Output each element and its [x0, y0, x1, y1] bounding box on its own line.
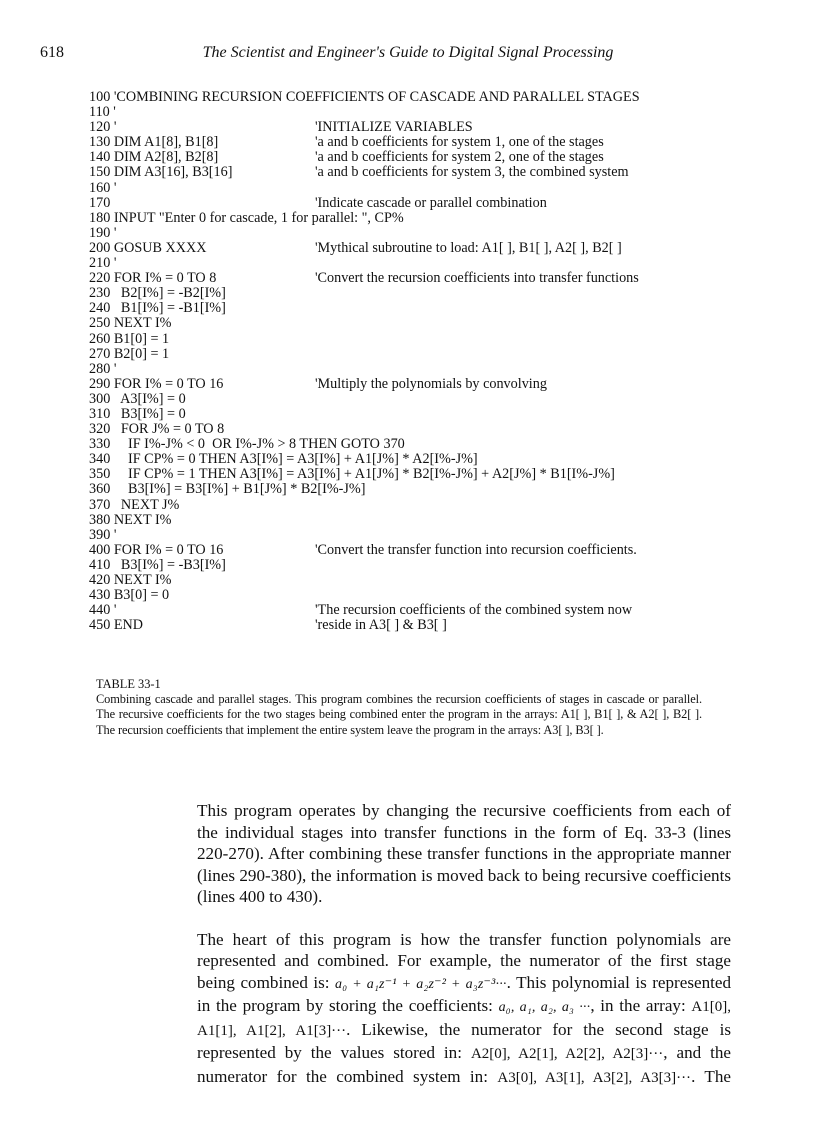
program-line: [89, 226, 749, 241]
program-listing: [89, 90, 749, 633]
program-line: [89, 150, 749, 165]
program-code: 310 B3[I%] = 0: [89, 405, 186, 422]
program-line: [89, 241, 749, 256]
program-code: 140 DIM A2[8], B2[8]: [89, 149, 219, 166]
program-comment: 'a and b coefficients for system 3, the combined system: [315, 164, 629, 181]
program-line: [89, 316, 749, 331]
program-line: [89, 407, 749, 422]
program-code: 130 DIM A1[8], B1[8]: [89, 134, 219, 151]
program-code: 370 NEXT J%: [89, 496, 180, 513]
program-comment: 'reside in A3[ ] & B3[ ]: [315, 617, 447, 634]
program-line: [89, 105, 749, 120]
program-line: [89, 482, 749, 497]
program-line: [89, 618, 749, 633]
program-comment: 'a and b coefficients for system 2, one of the stages: [315, 149, 604, 166]
p2-end: . The: [691, 1066, 731, 1086]
paragraph-2: [197, 929, 731, 1090]
program-line: [89, 347, 749, 362]
program-line: [89, 513, 749, 528]
paragraph-1: This program operates by changing the recursive coefficients from each of the individual stages into transfer functions in the form of Eq. 33-3 (lines 220-270). After combining these transfer functions in the appropriate manner (lines 290-380), the information is moved back to being recursive coefficients (lines 400 to 430).: [197, 801, 731, 906]
p2-likewise: . Likewise, the numerator for the second stage is represented by the values stored in:: [197, 1019, 731, 1062]
numerator-polynomial: a₀ + a₁z⁻¹ + a₂z⁻² + a₃z⁻³···: [335, 976, 507, 992]
program-line: [89, 437, 749, 452]
program-code: 380 NEXT I%: [89, 511, 172, 528]
program-code: 180 INPUT "Enter 0 for cascade, 1 for parallel: ", CP%: [89, 209, 404, 226]
program-code: 390 ': [89, 526, 117, 543]
program-code: 400 FOR I% = 0 TO 16: [89, 541, 224, 558]
program-line: [89, 543, 749, 558]
program-code: 360 B3[I%] = B3[I%] + B1[J%] * B2[I%-J%]: [89, 481, 366, 498]
program-code: 230 B2[I%] = -B2[I%]: [89, 285, 226, 302]
program-comment: 'Multiply the polynomials by convolving: [315, 375, 547, 392]
program-line: [89, 377, 749, 392]
program-line: [89, 196, 749, 211]
program-code: 100 'COMBINING RECURSION COEFFICIENTS OF CASCADE AND PARALLEL STAGES: [89, 89, 640, 105]
program-code: 260 B1[0] = 1: [89, 330, 170, 347]
program-line: [89, 558, 749, 573]
program-comment: 'Mythical subroutine to load: A1[ ], B1[ ], A2[ ], B2[ ]: [315, 239, 622, 256]
page-header: [40, 44, 776, 64]
program-code: 440 ': [89, 602, 117, 619]
program-code: 220 FOR I% = 0 TO 8: [89, 270, 217, 287]
program-code: 240 B1[I%] = -B1[I%]: [89, 300, 226, 317]
program-line: [89, 392, 749, 407]
table-caption: [96, 677, 702, 738]
program-line: [89, 467, 749, 482]
array-a1: A1[0], A1[1], A1[2], A1[3]···: [197, 999, 731, 1039]
program-line: [89, 286, 749, 301]
program-line: [89, 301, 749, 316]
program-code: 420 NEXT I%: [89, 572, 172, 588]
program-line: [89, 452, 749, 467]
program-code: 200 GOSUB XXXX: [89, 239, 207, 256]
program-line: [89, 256, 749, 271]
program-comment: 'a and b coefficients for system 1, one of the stages: [315, 134, 604, 151]
book-title: The Scientist and Engineer's Guide to Digital Signal Processing: [202, 44, 614, 61]
program-line: [89, 165, 749, 180]
program-comment: 'Convert the transfer function into recursion coefficients.: [315, 541, 637, 558]
caption-label: TABLE 33-1: [96, 677, 161, 691]
program-code: 430 B3[0] = 0: [89, 587, 170, 604]
p2-intro: The heart of this program is how the transfer function polynomials are represented and combined. For example, the numerator of the first stage being combined is:: [197, 929, 731, 992]
program-line: [89, 362, 749, 377]
program-line: [89, 528, 749, 543]
array-a3: A3[0], A3[1], A3[2], A3[3]···: [497, 1069, 692, 1086]
program-code: 170: [89, 194, 111, 211]
program-code: 250 NEXT I%: [89, 315, 172, 332]
program-line: [89, 422, 749, 437]
program-code: 120 ': [89, 119, 117, 136]
program-line: [89, 573, 749, 588]
program-code: 150 DIM A3[16], B3[16]: [89, 164, 233, 181]
program-comment: 'Indicate cascade or parallel combination: [315, 194, 547, 211]
body-text: [197, 800, 731, 1089]
program-code: 160 ': [89, 179, 117, 196]
program-line: [89, 603, 749, 618]
program-code: 350 IF CP% = 1 THEN A3[I%] = A3[I%] + A1[J%] * B2[I%-J%] + A2[J%] * B1[I%-J%]: [89, 466, 615, 483]
program-comment: 'Convert the recursion coefficients into transfer functions: [315, 270, 639, 287]
program-code: 290 FOR I% = 0 TO 16: [89, 375, 224, 392]
program-code: 410 B3[I%] = -B3[I%]: [89, 556, 226, 573]
program-code: 340 IF CP% = 0 THEN A3[I%] = A3[I%] + A1[J%] * A2[I%-J%]: [89, 451, 478, 468]
caption-text: Combining cascade and parallel stages. This program combines the recursion coefficients of stages in cascade or parallel. The recursive coefficients for the two stages being combined enter the program in the arrays: A1[ ], B1[ ], & A2[ ], B2[ ]. The recursion coefficients that implement the entire system leave the program in the arrays: A3[ ], B3[ ].: [96, 692, 702, 737]
program-line: [89, 120, 749, 135]
page-number: 618: [40, 44, 64, 61]
program-line: [89, 588, 749, 603]
program-code: 450 END: [89, 617, 143, 634]
program-code: 270 B2[0] = 1: [89, 345, 170, 362]
program-code: 190 ': [89, 224, 117, 241]
program-line: [89, 181, 749, 196]
p2-after-coeffs: , in the array:: [590, 996, 692, 1015]
p2-mid: . This polynomial is represented in the program by storing the coefficients:: [197, 972, 731, 1015]
program-code: 210 ': [89, 255, 117, 272]
program-comment: 'The recursion coefficients of the combined system now: [315, 602, 633, 619]
program-comment: 'INITIALIZE VARIABLES: [315, 119, 473, 136]
program-line: [89, 271, 749, 286]
program-line: [89, 135, 749, 150]
program-code: 320 FOR J% = 0 TO 8: [89, 421, 225, 438]
program-line: [89, 211, 749, 226]
array-a2: A2[0], A2[1], A2[2], A2[3]···: [470, 1046, 664, 1062]
coefficient-list: a₀, a₁, a₂, a₃ ···: [498, 1000, 591, 1015]
p2-and: , and the numerator for the combined system in:: [197, 1043, 731, 1086]
program-line: [89, 332, 749, 347]
program-line: [89, 498, 749, 513]
program-code: 300 A3[I%] = 0: [89, 390, 186, 407]
program-code: 110 ': [89, 104, 116, 121]
program-code: 330 IF I%-J% < 0 OR I%-J% > 8 THEN GOTO 370: [89, 436, 405, 453]
program-line: [89, 90, 749, 105]
program-code: 280 ': [89, 360, 117, 377]
